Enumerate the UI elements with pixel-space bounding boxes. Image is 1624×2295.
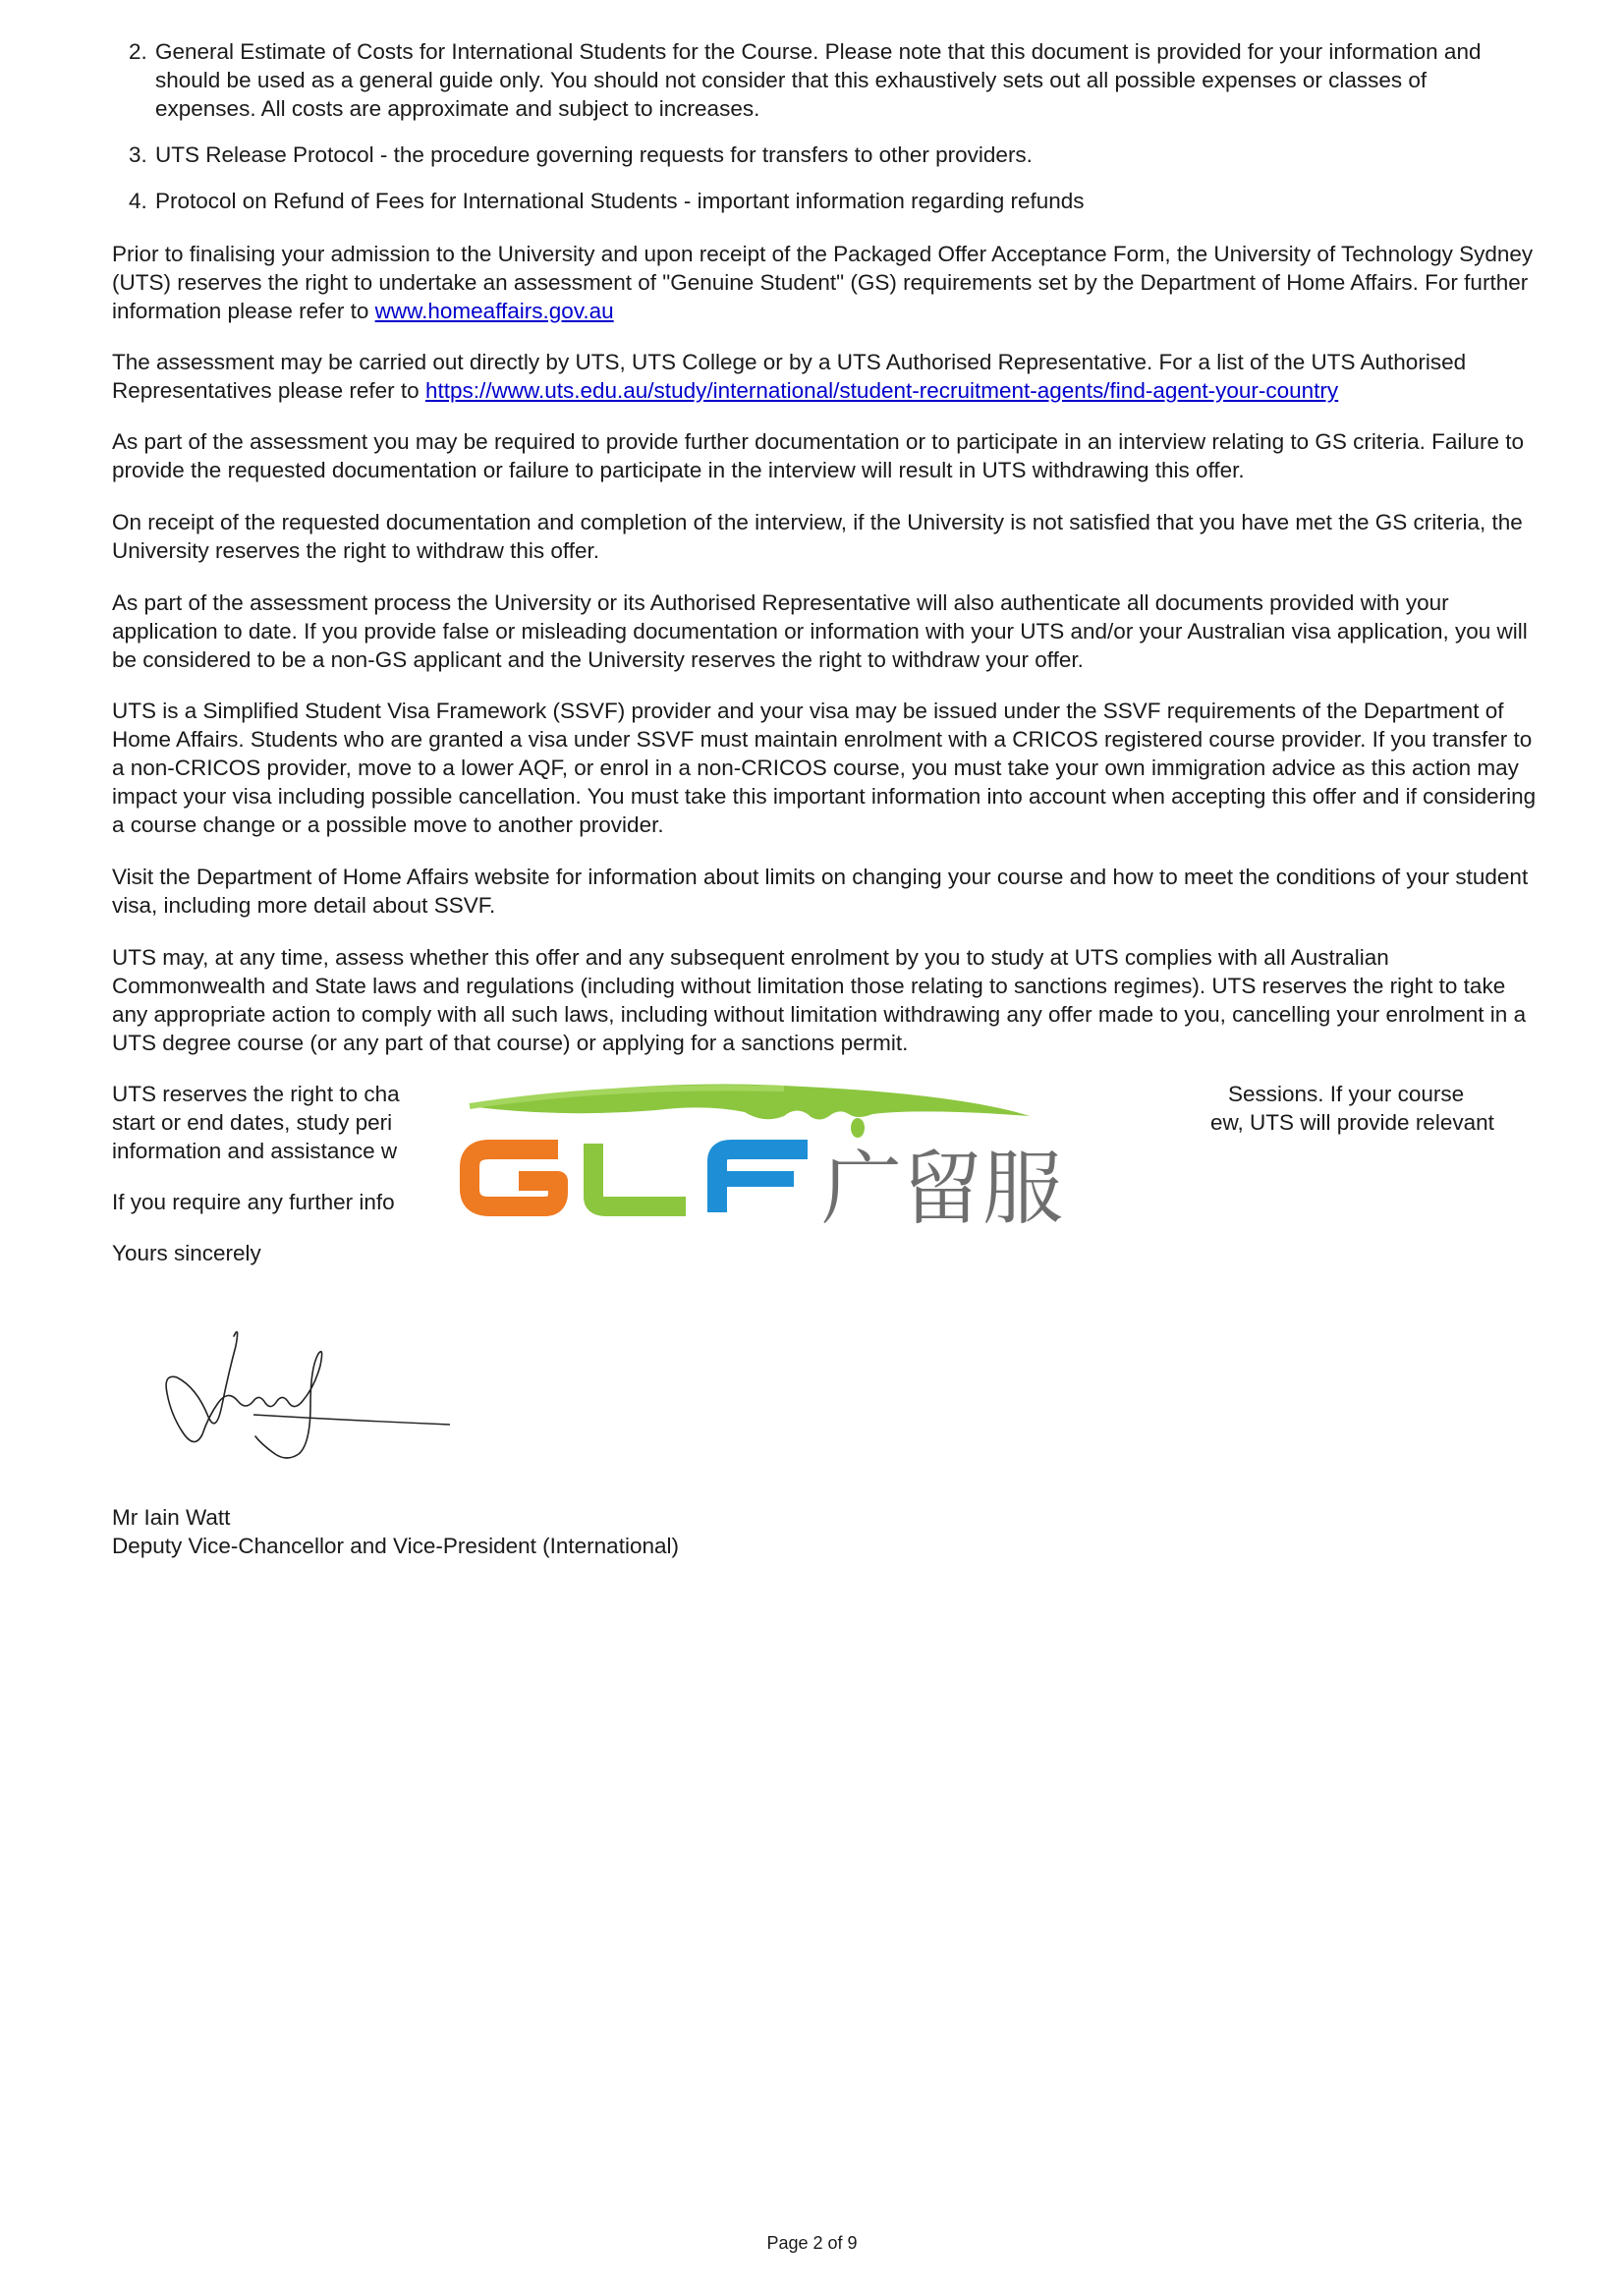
list-item-4 [129,187,1521,215]
list-number: 2. [129,39,147,64]
text-line: UTS reserves the right to cha [112,1082,400,1106]
list-text: UTS Release Protocol - the procedure governing requests for transfers to other providers. [155,142,1033,167]
paragraph-gs-criteria: On receipt of the requested documentation and completion of the interview, if the University is not satisfied that you have met the GS criteria, the University reserves the right to withdraw this offer. [112,510,1523,563]
list-number: 3. [129,142,147,167]
glf-logo-icon [411,1059,1197,1241]
list-item-2 [129,37,1521,123]
watermark-logo [411,1059,1197,1241]
paragraph-ssvf: UTS is a Simplified Student Visa Framework (SSVF) provider and your visa may be issued under the SSVF requirements of the Department of Home Affairs. Students who are granted a visa under SSVF must maintain enrolment with a CRICOS registered course provider. If you transfer to a non-CRICOS provider, move to a lower AQF, or enrol in a non-CRICOS course, you must take your own immigration advice as this action may impact your visa including possible cancellation. You must take this important information into account when accepting this offer and if considering a course change or a possible move to another provider. [112,699,1537,837]
paragraph-text: Prior to finalising your admission to the University and upon receipt of the Packaged Offer Acceptance Form, the University of Technology Sydney (UTS) reserves the right to undertake an assessment of "Genuine Student" (GS) requirements set by the Department of Home Affairs. For further information please refer to [112,242,1534,323]
text-line: information and assistance w [112,1139,398,1163]
paragraph-documentation: As part of the assessment you may be required to provide further documentation or to participate in an interview relating to GS criteria. Failure to provide the requested documentation or failure to participate in the interview will result in UTS withdrawing this offer. [112,429,1524,482]
closing: Yours sincerely [112,1241,261,1265]
page-number: Page 2 of 9 [766,2233,858,2253]
watermark-chinese-text: 广留服 [821,1143,1064,1236]
paragraph-further-info: If you require any further info [112,1190,395,1214]
signer-name: Mr Iain Watt [112,1505,231,1530]
paragraph-authenticate: As part of the assessment process the University or its Authorised Representative will also authenticate all documents provided with your application to date. If you provide false or misleading documentation or information with your UTS and/or your Australian visa application, you will be considered to be a non-GS applicant and the University reserves the right to withdraw your offer. [112,590,1528,672]
text-line: ew, UTS will provide relevant [1210,1110,1494,1135]
paragraph-gs-assessment [112,240,1537,325]
text-line: Sessions. If your course [1228,1082,1465,1106]
text-line: start or end dates, study peri [112,1110,393,1135]
homeaffairs-link[interactable]: www.homeaffairs.gov.au [374,299,614,323]
list-item-3 [129,140,1521,169]
find-agent-link[interactable]: https://www.uts.edu.au/study/international/student-recruitment-agents/find-agent-your-country [424,378,1339,403]
paragraph-sanctions: UTS may, at any time, assess whether this offer and any subsequent enrolment by you to study at UTS complies with all Australian Commonwealth and State laws and regulations (including without limitation those relating to sanctions regimes). UTS reserves the right to take any appropriate action to comply with all such laws, including without limitation withdrawing any offer made to you, cancelling your enrolment in a UTS degree course (or any part of that course) or applying for a sanctions permit. [112,945,1527,1055]
list-number: 4. [129,189,147,213]
list-text: General Estimate of Costs for International Students for the Course. Please note that this document is provided for your information and should be used as a general guide only. You should not consider that this exhaustively sets out all possible expenses or classes of expenses. All costs are approximate and subject to increases. [155,39,1482,121]
paragraph-home-affairs-visit: Visit the Department of Home Affairs website for information about limits on changing your course and how to meet the conditions of your student visa, including more detail about SSVF. [112,865,1529,918]
paragraph-authorised-reps [112,348,1537,405]
signer-title: Deputy Vice-Chancellor and Vice-President (International) [112,1534,679,1558]
list-text: Protocol on Refund of Fees for International Students - important information regarding refunds [155,189,1085,213]
paragraph-text: The assessment may be carried out directly by UTS, UTS College or by a UTS Authorised Representative. For a list of the UTS Authorised Representatives please refer to [112,350,1467,403]
signature-image [157,1307,462,1474]
